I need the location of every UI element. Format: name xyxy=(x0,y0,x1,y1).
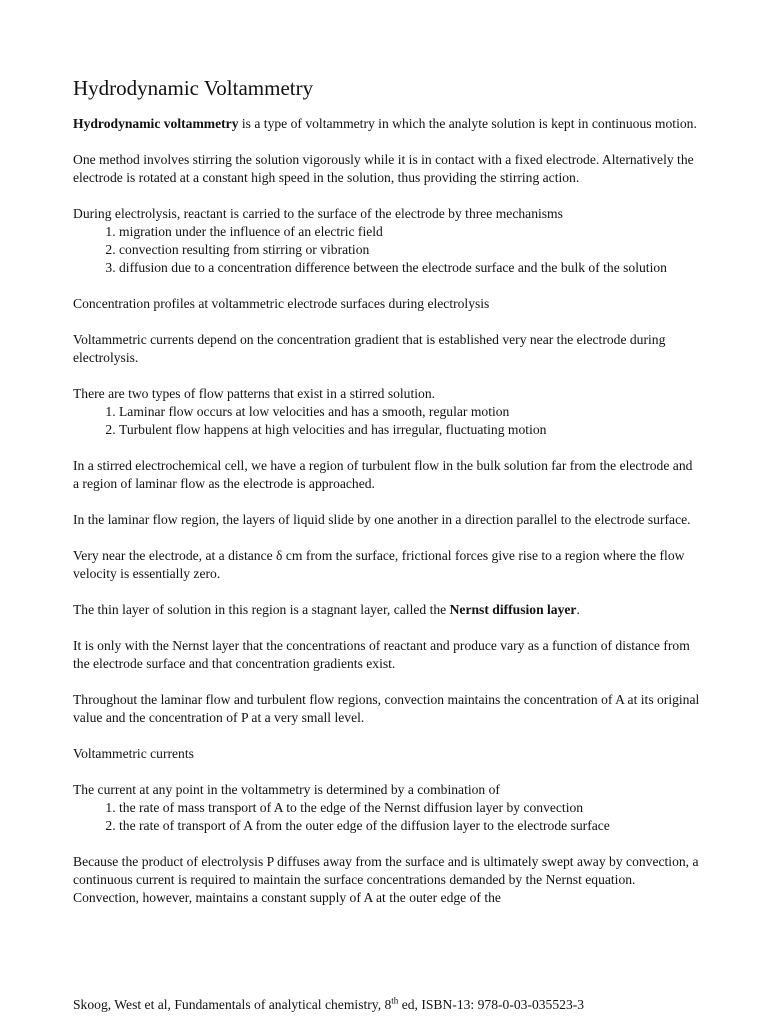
paragraph-nernst-layer xyxy=(73,601,701,619)
term-nernst-diffusion-layer: Nernst diffusion layer xyxy=(449,602,577,617)
term-hydrodynamic-voltammetry: Hydrodynamic voltammetry xyxy=(73,116,239,131)
flow-patterns-list xyxy=(73,403,701,439)
paragraph-stirred-cell: In a stirred electrochemical cell, we have a region of turbulent flow in the bulk solution far from the electrode and a region of laminar flow as the electrode is approached. xyxy=(73,458,693,491)
rates-list xyxy=(73,799,701,835)
paragraph-current-combination: The current at any point in the voltammetry is determined by a combination of xyxy=(73,782,500,797)
paragraph-laminar-region: In the laminar flow region, the layers of liquid slide by one another in a direction parallel to the electrode surface. xyxy=(73,512,691,527)
list-item: 2. the rate of transport of A from the outer edge of the diffusion layer to the electrode surface xyxy=(119,817,701,835)
paragraph-text: . xyxy=(576,602,580,617)
page-title: Hydrodynamic Voltammetry xyxy=(73,76,314,100)
list-item: 2. convection resulting from stirring or vibration xyxy=(119,241,701,259)
paragraph-convection: Throughout the laminar flow and turbulent flow regions, convection maintains the concentration of A at its original value and the concentration of P at a very small level. xyxy=(73,692,700,725)
paragraph-flow-patterns-intro: There are two types of flow patterns that exist in a stirred solution. xyxy=(73,386,436,401)
document-body xyxy=(73,75,701,925)
paragraph-mechanisms-intro: During electrolysis, reactant is carried to the surface of the electrode by three mechanisms xyxy=(73,206,563,221)
citation-text: ed, ISBN-13: 978-0-03-035523-3 xyxy=(398,997,585,1012)
citation-footer xyxy=(73,996,753,1014)
section-heading-voltammetric-currents: Voltammetric currents xyxy=(73,746,194,761)
citation-text: Skoog, West et al, Fundamentals of analytical chemistry, 8 xyxy=(73,997,392,1012)
paragraph-continuous-current: Because the product of electrolysis P diffuses away from the surface and is ultimately swept away by convection, a continuous current is required to maintain the surface concentrations demanded by the Nernst equation. Convection, however, maintains a constant supply of A at the outer edge of the xyxy=(73,854,699,905)
paragraph-text: The thin layer of solution in this region is a stagnant layer, called the xyxy=(73,602,450,617)
paragraph-frictional-forces: Very near the electrode, at a distance δ cm from the surface, frictional forces give rise to a region where the flow velocity is essentially zero. xyxy=(73,548,685,581)
list-item: 1. the rate of mass transport of A to the edge of the Nernst diffusion layer by convection xyxy=(119,799,701,817)
citation-superscript: th xyxy=(391,995,399,1006)
list-item: 2. Turbulent flow happens at high velocities and has irregular, fluctuating motion xyxy=(119,421,701,439)
paragraph-methods: One method involves stirring the solution vigorously while it is in contact with a fixed electrode. Alternatively the electrode is rotated at a constant high speed in the solution, thus providing the stirring action. xyxy=(73,152,694,185)
list-item: 1. Laminar flow occurs at low velocities and has a smooth, regular motion xyxy=(119,403,701,421)
paragraph-concentration-vary: It is only with the Nernst layer that the concentrations of reactant and produce vary as a function of distance from the electrode surface and that concentration gradients exist. xyxy=(73,638,690,671)
mechanisms-list xyxy=(73,223,701,277)
list-item: 3. diffusion due to a concentration difference between the electrode surface and the bulk of the solution xyxy=(119,259,701,277)
list-item: 1. migration under the influence of an electric field xyxy=(119,223,701,241)
paragraph-currents-gradient: Voltammetric currents depend on the concentration gradient that is established very near the electrode during electrolysis. xyxy=(73,332,666,365)
paragraph-concentration-profiles: Concentration profiles at voltammetric electrode surfaces during electrolysis xyxy=(73,296,490,311)
paragraph-definition xyxy=(73,115,701,133)
paragraph-text: is a type of voltammetry in which the analyte solution is kept in continuous motion. xyxy=(238,116,697,131)
